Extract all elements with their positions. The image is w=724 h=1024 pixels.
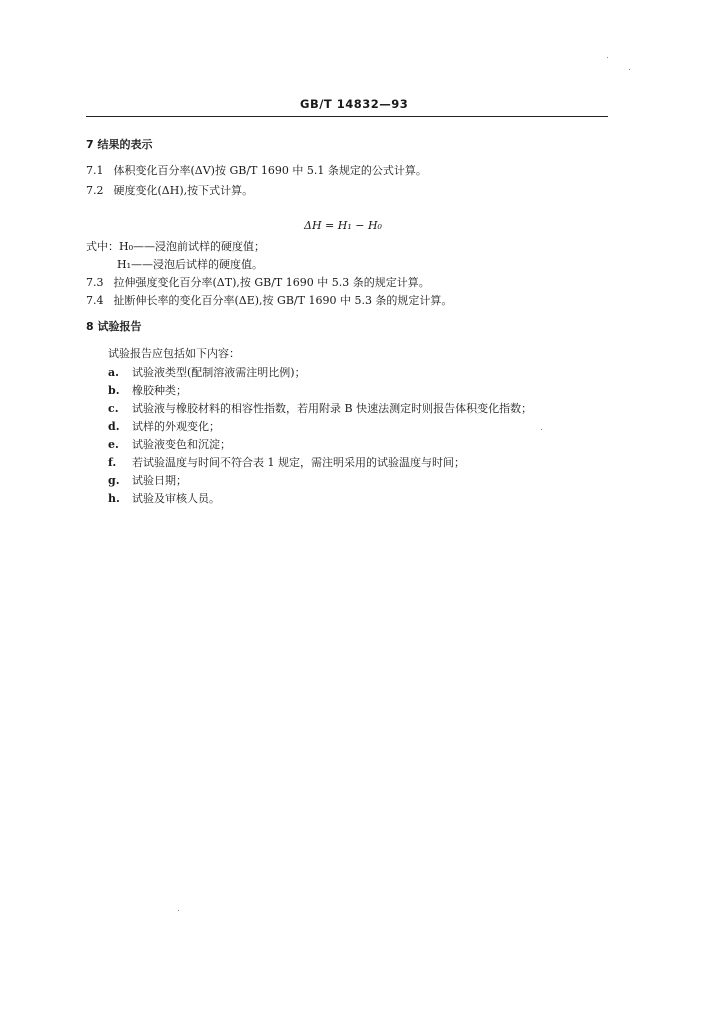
- clause-7-1: [86, 164, 427, 178]
- item-text: 试验日期；: [132, 474, 187, 487]
- item-text: 试验及审核人员。: [132, 492, 220, 505]
- report-item: [108, 366, 306, 380]
- item-text: 若试验温度与时间不符合表 1 规定，需注明采用的试验温度与时间；: [132, 456, 465, 469]
- item-label: e.: [108, 438, 119, 451]
- where-prefix: 式中：: [86, 240, 119, 253]
- report-intro: 试验报告应包括如下内容：: [108, 347, 240, 360]
- report-item: [108, 492, 220, 506]
- item-text: 试验液与橡胶材料的相容性指数，若用附录 B 快速法测定时则报告体积变化指数；: [132, 402, 533, 415]
- clause-7-4: [86, 294, 452, 308]
- report-item: [108, 384, 187, 398]
- item-text: 橡胶种类；: [132, 384, 187, 397]
- item-text: 试样的外观变化；: [132, 420, 220, 433]
- header-rule: [86, 116, 608, 117]
- item-label: f.: [108, 456, 117, 469]
- clause-number: 7.1: [86, 164, 104, 177]
- item-text: 试验液类型(配制溶液需注明比例)；: [132, 366, 306, 379]
- scan-speck: [178, 910, 179, 911]
- clause-number: 7.3: [86, 276, 104, 289]
- report-item: [108, 420, 220, 434]
- clause-number: 7.4: [86, 294, 104, 307]
- section-7-heading: 7 结果的表示: [86, 138, 153, 151]
- item-label: h.: [108, 492, 120, 505]
- scan-speck: [629, 69, 630, 70]
- clause-text: 扯断伸长率的变化百分率(ΔE),按 GB/T 1690 中 5.3 条的规定计算。: [113, 294, 453, 307]
- report-item: [108, 474, 187, 488]
- item-label: c.: [108, 402, 119, 415]
- formula-where-1: [86, 240, 265, 254]
- standard-code-header: GB/T 14832—93: [300, 97, 409, 111]
- report-item: [108, 402, 532, 416]
- item-label: g.: [108, 474, 120, 487]
- clause-text: 体积变化百分率(ΔV)按 GB/T 1690 中 5.1 条规定的公式计算。: [113, 164, 427, 177]
- hardness-formula: ΔH = H₁ − H₀: [304, 219, 382, 232]
- report-item: [108, 456, 465, 470]
- clause-text: 硬度变化(ΔH),按下式计算。: [113, 184, 254, 197]
- clause-7-2: [86, 184, 253, 198]
- section-8-heading: 8 试验报告: [86, 320, 142, 333]
- clause-7-3: [86, 276, 430, 290]
- formula-where-2: H₁——浸泡后试样的硬度值。: [117, 258, 264, 271]
- clause-number: 7.2: [86, 184, 104, 197]
- clause-text: 拉伸强度变化百分率(ΔT),按 GB/T 1690 中 5.3 条的规定计算。: [113, 276, 430, 289]
- report-item: [108, 438, 231, 452]
- scan-speck: [607, 57, 608, 58]
- where-definition: H₀——浸泡前试样的硬度值；: [119, 240, 266, 253]
- scan-speck: [541, 429, 542, 430]
- item-text: 试验液变色和沉淀；: [132, 438, 231, 451]
- item-label: d.: [108, 420, 120, 433]
- item-label: b.: [108, 384, 120, 397]
- item-label: a.: [108, 366, 119, 379]
